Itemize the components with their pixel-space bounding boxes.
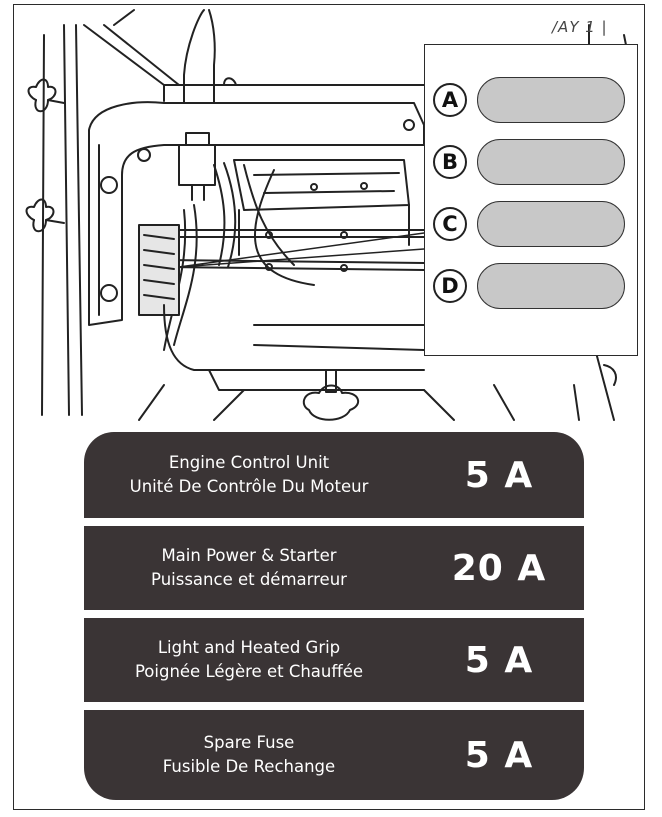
fuse-rating-table	[84, 432, 584, 802]
fuse-name-en: Light and Heated Grip	[157, 638, 341, 657]
fuse-rating: 5 A	[464, 734, 534, 776]
fuse-description	[84, 731, 414, 779]
callout-c	[433, 199, 633, 249]
callout-a	[433, 75, 633, 125]
fuse-row-main-power	[84, 526, 584, 610]
fuse-row-spare	[84, 710, 584, 800]
callout-b	[433, 137, 633, 187]
fuse-name-en: Main Power & Starter	[161, 546, 337, 565]
fuse-rating: 5 A	[464, 454, 534, 496]
fuse-slot-d	[477, 263, 625, 309]
knob-bottom	[304, 370, 358, 420]
fuse-row-engine-control	[84, 432, 584, 518]
callout-d	[433, 261, 633, 311]
fuse-rating: 5 A	[464, 639, 534, 681]
knob-upper	[29, 80, 65, 112]
callout-letter: A	[433, 83, 467, 117]
callout-letter: B	[433, 145, 467, 179]
callout-letter: C	[433, 207, 467, 241]
fuse-name-fr: Unité De Contrôle Du Moteur	[129, 477, 369, 496]
fuse-row-light-grip	[84, 618, 584, 702]
fuse-name-fr: Puissance et démarreur	[151, 570, 347, 589]
fuse-box	[139, 225, 179, 315]
fuse-name-en: Spare Fuse	[203, 733, 295, 752]
fuse-description	[84, 636, 414, 684]
fuse-name-fr: Poignée Légère et Chauffée	[134, 662, 364, 681]
fuse-slot-a	[477, 77, 625, 123]
callout-letter: D	[433, 269, 467, 303]
fuse-name-en: Engine Control Unit	[168, 453, 330, 472]
fuse-description	[84, 451, 414, 499]
corner-code: /AY 1 |	[552, 18, 608, 36]
fuse-slot-b	[477, 139, 625, 185]
callout-panel	[424, 44, 638, 356]
fuse-description	[84, 544, 414, 592]
fuse-rating: 20 A	[451, 547, 547, 589]
knob-lower	[27, 200, 65, 232]
fuse-slot-c	[477, 201, 625, 247]
fuse-name-fr: Fusible De Rechange	[162, 757, 336, 776]
